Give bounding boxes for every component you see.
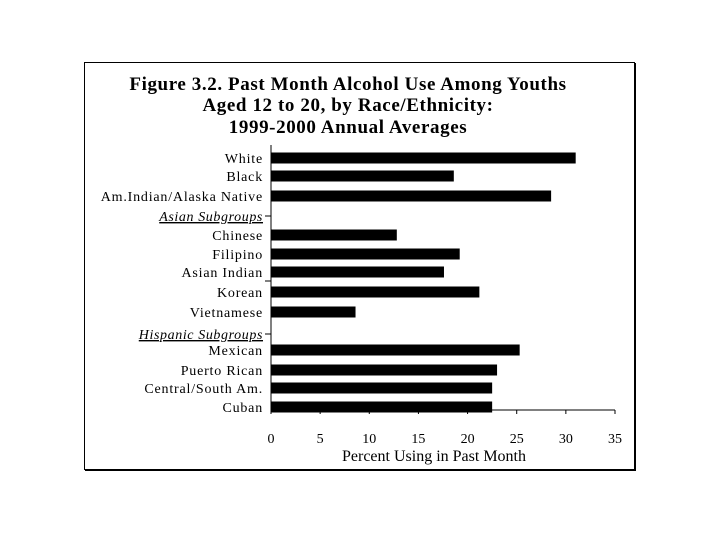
bar (271, 267, 444, 278)
x-tick-label: 20 (460, 432, 475, 447)
chart-title (129, 74, 566, 138)
category-label: Filipino (212, 248, 263, 263)
bar (271, 171, 454, 182)
category-label: Mexican (208, 344, 263, 359)
category-labels (101, 152, 263, 416)
bar (271, 307, 356, 318)
bar (271, 153, 576, 164)
chart-frame (84, 62, 635, 470)
category-label: Central/South Am. (144, 382, 263, 397)
category-label: Black (226, 170, 263, 185)
x-tick-label: 10 (362, 432, 377, 447)
bar (271, 402, 492, 413)
bar (271, 287, 479, 298)
category-label: Am.Indian/Alaska Native (100, 190, 263, 205)
chart-title-line: Figure 3.2. Past Month Alcohol Use Among Youths (129, 74, 567, 95)
x-tick-label: 25 (509, 432, 524, 447)
category-label: Asian Indian (181, 266, 263, 281)
bar (271, 383, 492, 394)
x-axis-title: Percent Using in Past Month (342, 448, 526, 465)
category-label: Vietnamese (189, 306, 263, 321)
bar (271, 191, 551, 202)
bar (271, 365, 497, 376)
chart-title-line: 1999-2000 Annual Averages (228, 117, 468, 138)
x-tick-label: 15 (411, 432, 426, 447)
x-tick-label: 30 (558, 432, 573, 447)
bar (271, 345, 520, 356)
bar (271, 230, 397, 241)
category-label: Cuban (222, 401, 263, 416)
chart-title-line: Aged 12 to 20, by Race/Ethnicity: (202, 95, 494, 116)
category-label: White (224, 152, 263, 167)
bar (271, 249, 460, 260)
group-label: Hispanic Subgroups (138, 328, 263, 343)
bars (271, 153, 576, 413)
category-label: Puerto Rican (180, 364, 263, 379)
category-label: Korean (216, 286, 263, 301)
x-tick-label: 5 (316, 432, 324, 447)
group-label: Asian Subgroups (159, 210, 263, 225)
x-tick-label: 0 (267, 432, 275, 447)
category-label: Chinese (212, 229, 263, 244)
x-tick-label: 35 (608, 432, 622, 447)
bar-chart (85, 63, 636, 471)
